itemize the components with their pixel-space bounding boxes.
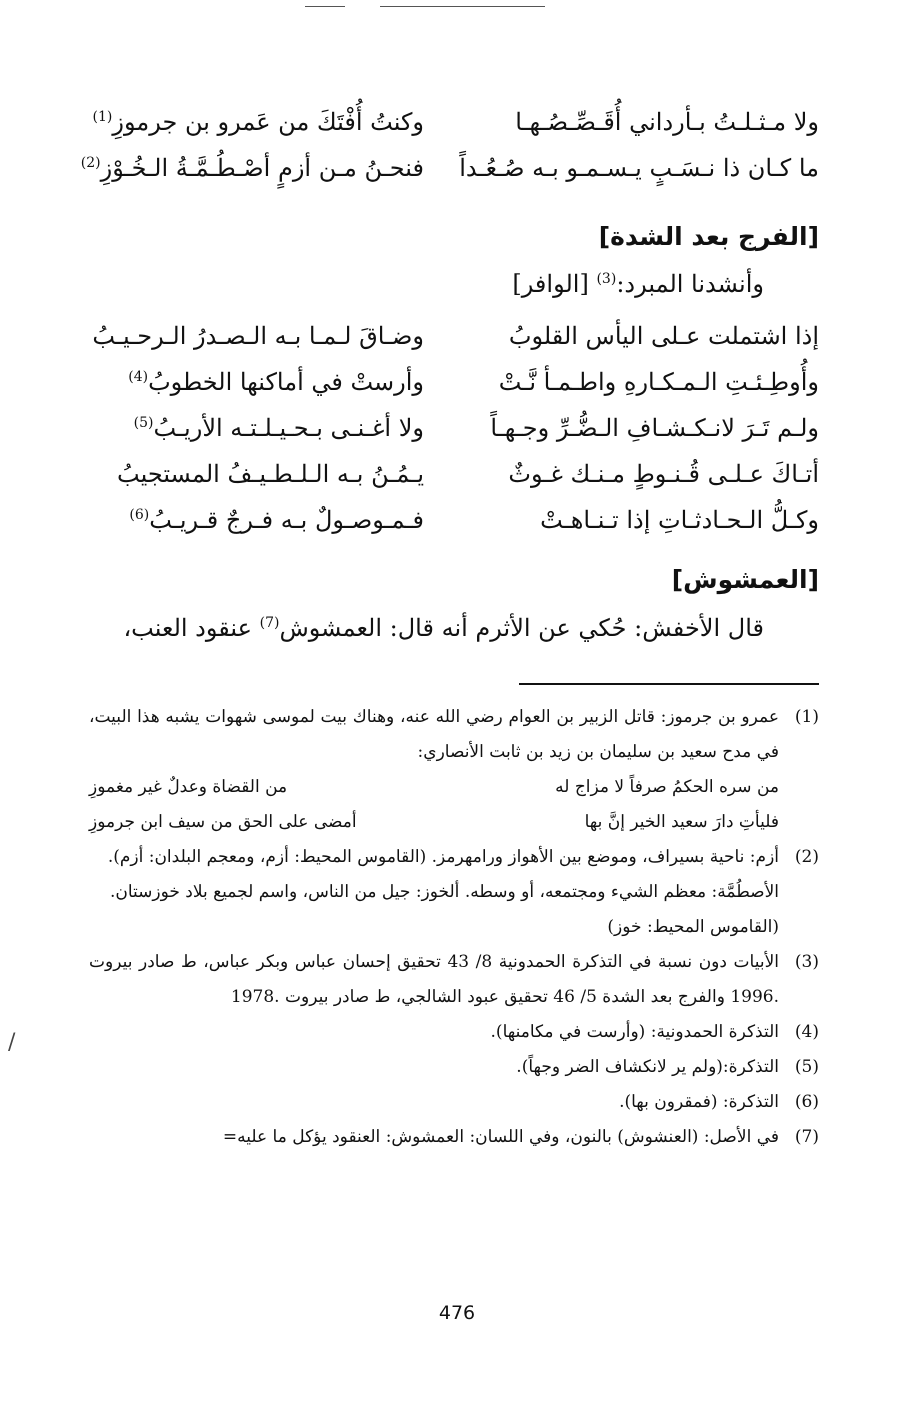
footnote-ref: (6) xyxy=(129,507,150,523)
hemistich-text: يـمُـنُ بـه الـلـطـيـفُ المستجيبُ xyxy=(117,460,424,488)
footnote-text: الأصطُمَّة: معظم الشيء ومجتمعه، أو وسطه. ألخوز: جيل من الناس، واسم لجميع بلاد خوزستان. xyxy=(109,882,779,902)
verse-second-hemistich: من القضاة وعدلٌ غير مغموزِ xyxy=(89,777,288,797)
verses-main xyxy=(79,322,819,552)
verse-line xyxy=(79,460,819,506)
footnote-text: في الأصل: (العنشوش) بالنون، وفي اللسان: العمشوش: العنقود يؤكل ما عليه= xyxy=(222,1127,779,1147)
footnote-ref: (5) xyxy=(133,415,154,431)
verse-line xyxy=(79,368,819,414)
top-rule-right xyxy=(380,6,545,7)
hemistich-text: ولا أغـنـى بـحـيـلـتـه الأريـبُ xyxy=(153,414,424,442)
hemistich-text: وكنتُ أُفْتَكَ من عَمرو بن جرموزِ xyxy=(112,108,424,136)
body-paragraph xyxy=(123,614,764,642)
footnote-text: الأبيات دون نسبة في التذكرة الحمدونية 8/ 43 تحقيق إحسان عباس وبكر عباس، ط صادر بيروت .1996 والفرج بعد الشدة 5/ 46 تحقيق عبود الشالجي، ط صادر بيروت .1978 xyxy=(89,952,779,1007)
top-rule-left xyxy=(305,6,345,7)
footnote-separator xyxy=(519,683,819,685)
footnote-body xyxy=(89,700,779,840)
footnote-text: أزم: ناحية بسيراف، وموضع بين الأهواز ورامهرمز. (القاموس المحيط: أزم، ومعجم البلدان: أزم). xyxy=(107,847,779,867)
footnote-text: التذكرة الحمدونية: (وأرست في مكامنها). xyxy=(490,1022,779,1042)
verse-line xyxy=(79,108,819,154)
verse-line xyxy=(79,154,819,200)
footnote-verse xyxy=(89,805,779,840)
hemistich-text: وأرستْ في أماكنها الخطوبُ xyxy=(148,368,424,396)
footnote xyxy=(89,1120,819,1155)
verse-second-hemistich xyxy=(79,154,424,182)
verse-line xyxy=(79,506,819,552)
footnote xyxy=(89,945,819,1015)
footnote xyxy=(89,1085,819,1120)
margin-mark: / xyxy=(8,1030,16,1055)
footnote xyxy=(89,840,819,945)
footnote-number: (5) xyxy=(794,1057,819,1077)
meter-label: [الوافر] xyxy=(512,270,597,298)
footnote xyxy=(89,1015,819,1050)
verse-first-hemistich: أتـاكَ عـلـى قُـنـوطٍ مـنـك غـوثٌ xyxy=(508,460,819,488)
footnote-verse xyxy=(89,770,779,805)
verses-top xyxy=(79,108,819,200)
footnote-ref: (4) xyxy=(128,369,149,385)
verse-second-hemistich xyxy=(79,414,424,442)
footnote-text: (القاموس المحيط: خوز) xyxy=(607,917,779,937)
hemistich-text: فنحـنُ مـن أزمٍ أصْـطُـمَّـةُ الـخُـوْزِ xyxy=(100,154,424,182)
footnote-text: عمرو بن جرموز: قاتل الزبير بن العوام رضي الله عنه، وهناك بيت لموسى شهوات يشبه هذا البيت، في مدح سعيد بن سليمان بن زيد بن ثابت الأنصاري: xyxy=(89,707,779,762)
hemistich-text: وضـاقَ لـمـا بـه الـصـدرُ الـرحـيـبُ xyxy=(92,322,424,350)
footnote-ref: (7) xyxy=(259,615,280,631)
hemistich-text: فـمـوصـولٌ بـه فـرجٌ قـريـبُ xyxy=(149,506,424,534)
footnote-body xyxy=(89,840,779,945)
footnote-number: (2) xyxy=(794,847,819,867)
verse-first-hemistich: إذا اشتملت عـلى اليأس القلوبُ xyxy=(508,322,819,350)
verse-first-hemistich: ما كـان ذا نـسَـبٍ يـسـمـو بـه صُـعُـداً xyxy=(459,154,819,182)
footnote-number: (3) xyxy=(794,952,819,972)
footnote xyxy=(89,700,819,840)
footnote-text: التذكرة:(ولم ير لانكشاف الضر وجهاً). xyxy=(516,1057,779,1077)
verse-first-hemistich: فليأتِ دارَ سعيد الخير إنَّ بها xyxy=(584,812,779,832)
footnote-number: (6) xyxy=(794,1092,819,1112)
page-number: 476 xyxy=(438,1302,476,1324)
verse-second-hemistich xyxy=(79,506,424,534)
verse-second-hemistich xyxy=(79,322,424,350)
intro-text: وأنشدنا المبرد: xyxy=(616,270,764,298)
footnote-number: (7) xyxy=(794,1127,819,1147)
verse-second-hemistich xyxy=(79,368,424,396)
footnote-ref: (2) xyxy=(80,155,101,171)
verse-first-hemistich: وأُوطِـئـتِ الـمـكـارهِ واطـمـأ نَّـتْ xyxy=(498,368,819,396)
paragraph-text: عنقود العنب، xyxy=(123,614,260,642)
footnote-text: التذكرة: (فمقرون بها). xyxy=(619,1092,779,1112)
footnote-ref: (3) xyxy=(596,271,617,287)
verse-second-hemistich xyxy=(79,108,424,136)
paragraph-text: قال الأخفش: حُكي عن الأثرم أنه قال: العمشوش xyxy=(279,614,764,642)
section-title: [الفرج بعد الشدة] xyxy=(598,222,819,251)
verse-second-hemistich: أمضى على الحق من سيف ابن جرموزِ xyxy=(89,812,357,832)
verse-first-hemistich: وكـلُّ الـحـادثـاتِ إذا تـنـاهـتْ xyxy=(540,506,819,534)
verse-line xyxy=(79,414,819,460)
verse-first-hemistich: ولا مـثـلـتُ بـأرداني أُقَـصِّـصُـهـا xyxy=(515,108,819,136)
verse-first-hemistich: ولـم تَـرَ لانـكـشـافِ الـضُّـرِّ وجـهـاً xyxy=(490,414,819,442)
verse-second-hemistich xyxy=(79,460,424,488)
footnote-number: (1) xyxy=(794,707,819,727)
verse-line xyxy=(79,322,819,368)
footnotes xyxy=(89,700,819,1155)
footnote-number: (4) xyxy=(794,1022,819,1042)
footnote xyxy=(89,1050,819,1085)
footnote-ref: (1) xyxy=(92,109,113,125)
verse-first-hemistich: من سره الحكمُ صرفاً لا مزاج له xyxy=(555,777,779,797)
verse-intro xyxy=(512,270,764,298)
section-title: [العمشوش] xyxy=(671,565,819,594)
